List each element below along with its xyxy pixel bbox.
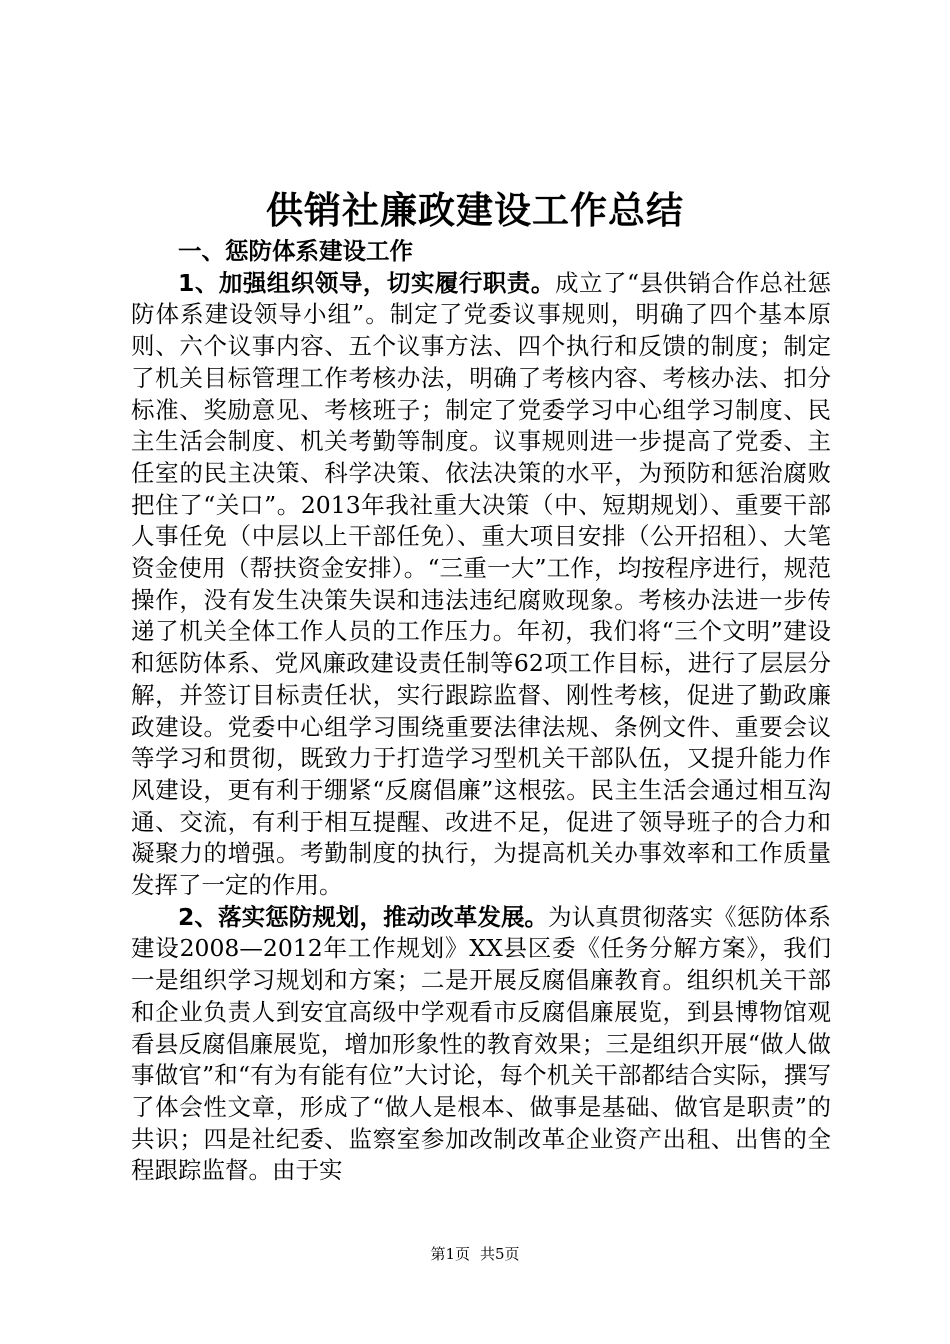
paragraph-2	[131, 902, 831, 1187]
paragraph-2-text: 为认真贯彻落实《惩防体系建设2008—2012年工作规划》XX县区委《任务分解方案》，我们一是组织学习规划和方案；二是开展反腐倡廉教育。组织机关干部和企业负责人到安宜高级中学观看市反腐倡廉展览，到县博物馆观看县反腐倡廉展览，增加形象性的教育效果；三是组织开展“做人做事做官”和“有为有能有位”大讨论，每个机关干部都结合实际，撰写了体会性文章，形成了“做人是根本、做事是基础、做官是职责”的共识；四是社纪委、监察室参加改制改革企业资产出租、出售的全程跟踪监督。由于实	[131, 902, 831, 1185]
page-total: 共5页	[480, 1245, 520, 1263]
paragraph-1-lead: 1、加强组织领导，切实履行职责。	[178, 268, 555, 297]
page-footer	[0, 1244, 950, 1264]
paragraph-2-lead: 2、落实惩防规划，推动改革发展。	[178, 902, 549, 931]
paragraph-1	[131, 268, 831, 902]
document-title: 供销社廉政建设工作总结	[266, 188, 684, 232]
document-body	[131, 236, 831, 1187]
page-number: 第1页	[430, 1245, 470, 1263]
section-heading: 一、惩防体系建设工作	[178, 237, 413, 265]
paragraph-1-text: 成立了“县供销合作总社惩防体系建设领导小组”。制定了党委议事规则，明确了四个基本原则、六个议事内容、五个议事方法、四个执行和反馈的制度；制定了机关目标管理工作考核办法，明确了考核内容、考核办法、扣分标准、奖励意见、考核班子；制定了党委学习中心组学习制度、民主生活会制度、机关考勤等制度。议事规则进一步提高了党委、主任室的民主决策、科学决策、依法决策的水平，为预防和惩治腐败把住了“关口”。2013年我社重大决策（中、短期规划）、重要干部人事任免（中层以上干部任免）、重大项目安排（公开招租）、大笔资金使用（帮扶资金安排）。“三重一大”工作，均按程序进行，规范操作，没有发生决策失误和违法违纪腐败现象。考核办法进一步传递了机关全体工作人员的工作压力。年初，我们将“三个文明”建设和惩防体系、党风廉政建设责任制等62项工作目标，进行了层层分解，并签订目标责任状，实行跟踪监督、刚性考核，促进了勤政廉政建设。党委中心组学习围绕重要法律法规、条例文件、重要会议等学习和贯彻，既致力于打造学习型机关干部队伍，又提升能力作风建设，更有利于绷紧“反腐倡廉”这根弦。民主生活会通过相互沟通、交流，有利于相互提醒、改进不足，促进了领导班子的合力和凝聚力的增强。考勤制度的执行，为提高机关办事效率和工作质量发挥了一定的作用。	[131, 268, 832, 900]
